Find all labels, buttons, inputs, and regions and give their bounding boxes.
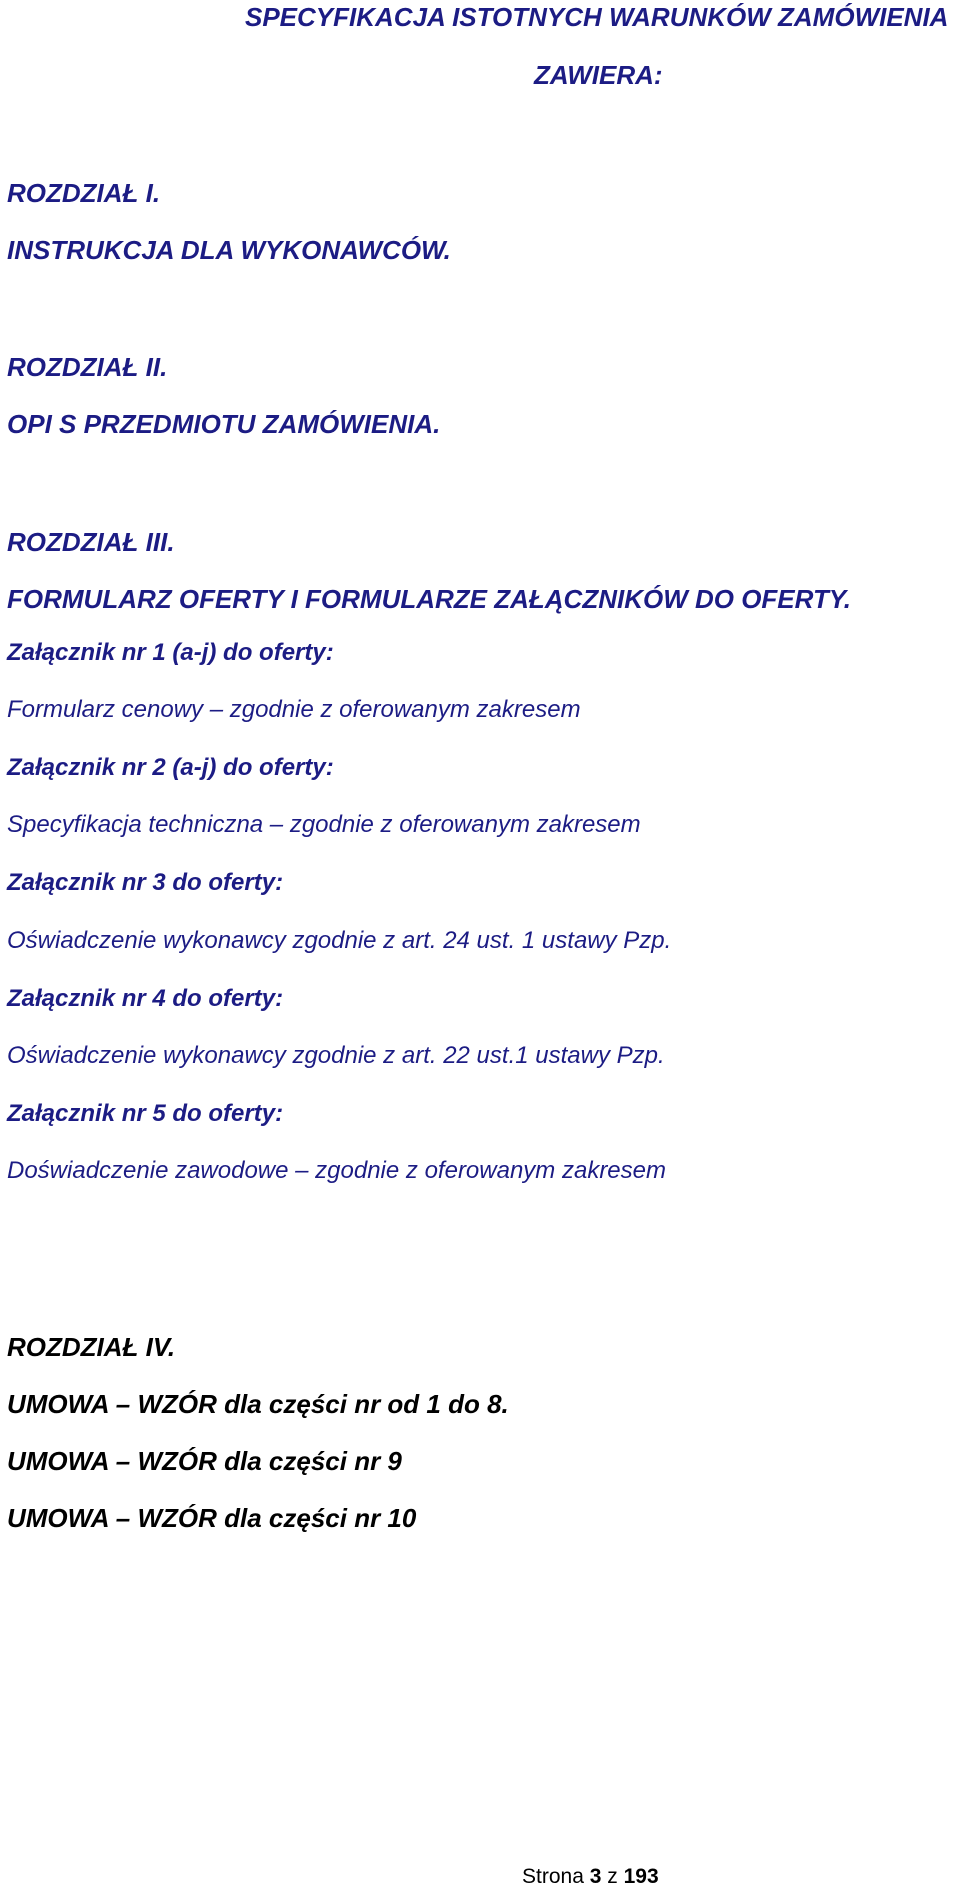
- attachment-1-description: Formularz cenowy – zgodnie z oferowanym zakresem: [7, 696, 581, 723]
- section-4-label: ROZDZIAŁ IV.: [7, 1332, 176, 1362]
- footer-separator: z: [607, 1865, 618, 1888]
- section-1-label: ROZDZIAŁ I.: [7, 178, 161, 208]
- attachment-4-heading: Załącznik nr 4 do oferty:: [7, 985, 284, 1012]
- document-subtitle: ZAWIERA:: [534, 60, 663, 90]
- page-footer: [522, 1866, 659, 1887]
- attachment-2-description: Specyfikacja techniczna – zgodnie z oferowanym zakresem: [7, 811, 641, 838]
- attachment-5-description: Doświadczenie zawodowe – zgodnie z oferowanym zakresem: [7, 1157, 666, 1184]
- attachment-2-heading: Załącznik nr 2 (a-j) do oferty:: [7, 754, 334, 781]
- footer-page-number: 3: [589, 1865, 602, 1888]
- attachment-3-heading: Załącznik nr 3 do oferty:: [7, 869, 284, 896]
- section-1-name: INSTRUKCJA DLA WYKONAWCÓW.: [7, 235, 451, 265]
- footer-total-pages: 193: [623, 1865, 659, 1888]
- section-2-name: OPI S PRZEDMIOTU ZAMÓWIENIA.: [7, 409, 441, 439]
- section-2-label: ROZDZIAŁ II.: [7, 352, 168, 382]
- footer-prefix: Strona: [522, 1865, 584, 1888]
- attachment-3-description: Oświadczenie wykonawcy zgodnie z art. 24 ust. 1 ustawy Pzp.: [7, 927, 672, 954]
- section-3-name: FORMULARZ OFERTY I FORMULARZE ZAŁĄCZNIKÓW DO OFERTY.: [7, 584, 852, 614]
- document-title: SPECYFIKACJA ISTOTNYCH WARUNKÓW ZAMÓWIENIA: [245, 2, 949, 32]
- contract-template-item-2: UMOWA – WZÓR dla części nr 9: [7, 1446, 402, 1476]
- section-3-label: ROZDZIAŁ III.: [7, 527, 175, 557]
- contract-template-item-3: UMOWA – WZÓR dla części nr 10: [7, 1503, 417, 1533]
- contract-template-item-1: UMOWA – WZÓR dla części nr od 1 do 8.: [7, 1389, 509, 1419]
- attachment-1-heading: Załącznik nr 1 (a-j) do oferty:: [7, 639, 334, 666]
- attachment-5-heading: Załącznik nr 5 do oferty:: [7, 1100, 284, 1127]
- attachment-4-description: Oświadczenie wykonawcy zgodnie z art. 22 ust.1 ustawy Pzp.: [7, 1042, 665, 1069]
